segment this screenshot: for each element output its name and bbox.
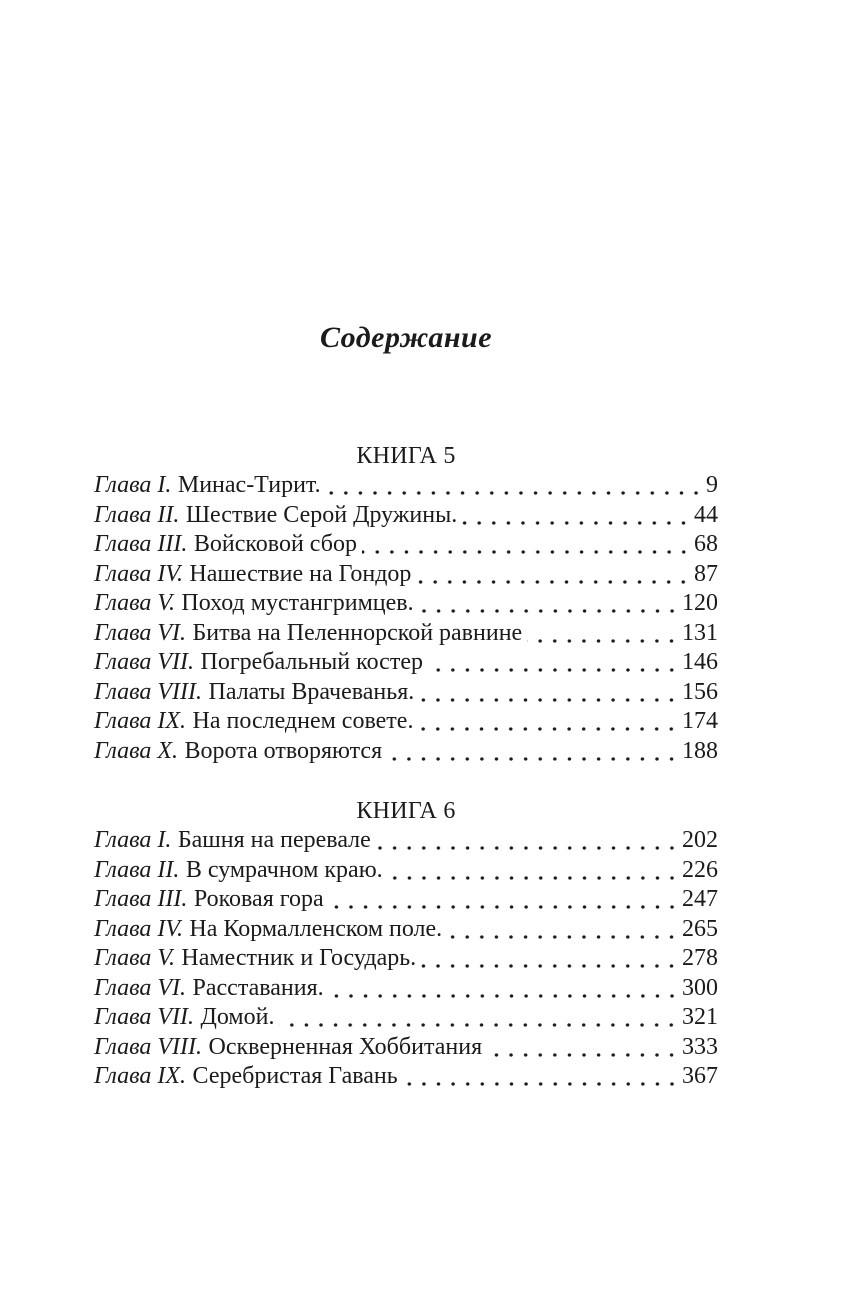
chapter-text [94,944,416,974]
page-number: 146 [682,649,718,675]
chapter-label: Глава V. [94,590,175,616]
page-number: 156 [682,678,718,705]
page-number: 226 [682,856,718,883]
page-number: 321 [682,1004,718,1030]
page-number: 120 [682,590,718,616]
toc-entry [94,737,718,767]
chapter-label: Глава VI. [94,619,187,646]
chapter-title: Минас-Тирит. [177,472,321,498]
page-number: 131 [682,619,718,646]
dot-leader [362,530,692,560]
dot-leader [447,915,680,945]
chapter-text [94,501,457,531]
dot-leader [428,648,680,678]
toc-entry [94,1033,718,1063]
chapter-text [94,915,442,945]
chapter-text [94,1003,274,1033]
chapter-title: Ворота отворяются [184,737,383,764]
dot-leader [419,589,680,619]
toc-entry [94,1062,718,1092]
page-title: Содержание [319,321,493,354]
chapter-label: Глава II. [94,856,180,883]
chapter-label: Глава VI. [94,974,187,1001]
toc-entry [94,1003,718,1033]
chapter-text [94,856,383,886]
dot-leader [326,471,704,501]
chapter-label: Глава IX. [94,708,187,734]
toc-entry [94,678,718,708]
chapter-label: Глава VII. [94,649,195,675]
chapter-text [94,1062,398,1092]
chapter-label: Глава III. [94,531,188,557]
chapter-title: Башня на перевале [177,827,371,853]
section-book-6 [94,796,718,1092]
chapter-title: Домой. [200,1004,275,1030]
toc-entry [94,974,718,1004]
chapter-title: Нашествие на Гондор [189,560,412,587]
toc-entry [94,885,718,915]
chapter-title: Палаты Врачеванья. [208,678,415,705]
chapter-label: Глава I. [94,472,172,498]
toc-entry [94,915,718,945]
dot-leader [403,1062,680,1092]
page-number: 202 [682,827,718,853]
dot-leader [462,501,692,531]
dot-leader [419,678,680,708]
chapter-text [94,1033,482,1063]
page-number: 87 [694,560,718,587]
toc-entry [94,707,718,737]
dot-leader [376,826,680,856]
toc-entry [94,944,718,974]
chapter-label: Глава IV. [94,915,183,942]
chapter-title: Битва на Пеленнорской равнине [192,619,523,646]
chapter-text [94,885,324,915]
page-number: 278 [682,945,718,971]
chapter-text [94,648,423,678]
chapter-title: В сумрачном краю. [185,856,383,883]
chapter-text [94,826,371,856]
chapter-text [94,707,413,737]
chapter-label: Глава II. [94,501,180,528]
page-number: 9 [706,472,718,498]
chapter-label: Глава IV. [94,560,183,587]
toc-entry [94,471,718,501]
chapter-text [94,619,522,649]
chapter-text [94,589,414,619]
dot-leader [387,737,680,767]
page-number: 188 [682,737,718,764]
chapter-label: Глава VII. [94,1004,195,1030]
page-number: 333 [682,1033,718,1060]
dot-leader [527,619,680,649]
table-of-contents [94,0,718,1092]
page-number: 68 [694,531,718,557]
chapter-label: Глава IX. [94,1063,187,1089]
toc-entry [94,826,718,856]
book-5-heading: КНИГА 5 [356,443,456,469]
chapter-text [94,974,324,1004]
page-number: 174 [682,708,718,734]
page-number: 367 [682,1063,718,1089]
page-number: 247 [682,886,718,912]
chapter-title: На последнем совете. [192,708,414,734]
toc-entry [94,648,718,678]
toc-entry [94,856,718,886]
chapter-label: Глава X. [94,737,179,764]
dot-leader [279,1003,680,1033]
chapter-title: Шествие Серой Дружины. [185,501,458,528]
chapter-title: Расставания. [192,974,324,1001]
chapter-text [94,737,382,767]
book-6-heading: КНИГА 6 [356,798,456,824]
dot-leader [416,560,692,590]
chapter-text [94,471,321,501]
chapter-title: Погребальный костер [200,649,423,675]
dot-leader [329,885,680,915]
dot-leader [418,707,680,737]
toc-entry [94,589,718,619]
toc-entry [94,619,718,649]
dot-leader [421,944,680,974]
toc-entry [94,560,718,590]
chapter-title: Серебристая Гавань [192,1063,398,1089]
dot-leader [487,1033,680,1063]
chapter-text [94,560,411,590]
chapter-title: Войсковой сбор [193,531,357,557]
chapter-text [94,530,357,560]
chapter-label: Глава I. [94,827,172,853]
dot-leader [329,974,680,1004]
chapter-title: На Кормалленском поле. [189,915,443,942]
chapter-title: Роковая гора [193,886,324,912]
chapter-label: Глава III. [94,886,188,912]
page-number: 265 [682,915,718,942]
chapter-title: Наместник и Государь. [181,945,417,971]
chapter-label: Глава VIII. [94,678,203,705]
chapter-label: Глава VIII. [94,1033,203,1060]
chapter-title: Поход мустангримцев. [181,590,414,616]
toc-entry [94,501,718,531]
section-book-5 [94,441,718,766]
page-number: 300 [682,974,718,1001]
dot-leader [388,856,680,886]
chapter-title: Оскверненная Хоббитания [208,1033,483,1060]
page-number: 44 [694,501,718,528]
toc-entry [94,530,718,560]
chapter-text [94,678,414,708]
chapter-label: Глава V. [94,945,175,971]
